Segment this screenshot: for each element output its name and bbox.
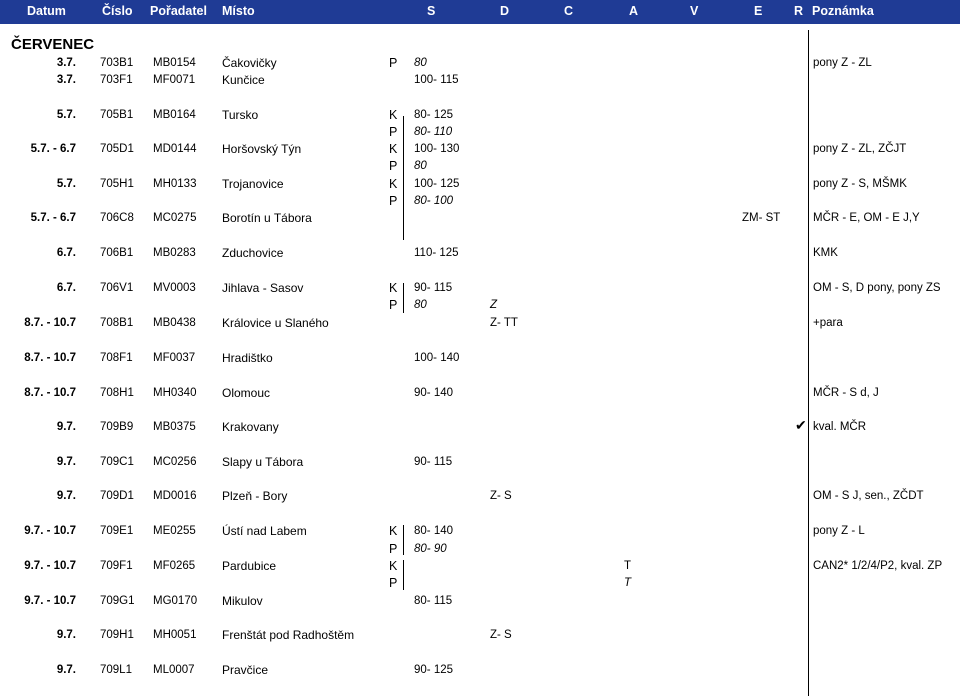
table-row xyxy=(0,55,960,72)
jumping-height: 80 xyxy=(414,57,427,69)
organizer-code: MG0170 xyxy=(153,595,198,607)
event-date: 3.7. xyxy=(56,57,76,69)
jumping-height: 80- 140 xyxy=(414,525,454,537)
event-place: Olomouc xyxy=(222,386,271,400)
event-date: 5.7. xyxy=(56,178,76,190)
event-date: 9.7. xyxy=(56,421,76,433)
jumping-height: 90- 140 xyxy=(414,387,454,399)
table-row xyxy=(0,193,960,210)
jumping-height: 110- 125 xyxy=(414,247,459,259)
event-place: Pardubice xyxy=(222,559,277,573)
event-number: 709B9 xyxy=(100,421,134,433)
event-date: 9.7. xyxy=(56,629,76,641)
dressage-level: Z xyxy=(490,299,498,311)
event-number: 708H1 xyxy=(100,387,134,399)
event-number: 705D1 xyxy=(100,143,134,155)
event-note: CAN2* 1/2/4/P2, kval. ZP xyxy=(813,560,943,572)
event-place: Mikulov xyxy=(222,594,263,608)
event-place: Pravčice xyxy=(222,663,269,677)
jumping-height: 90- 125 xyxy=(414,664,454,676)
table-row xyxy=(0,627,960,644)
grid-line xyxy=(403,525,404,555)
organizer-code: ME0255 xyxy=(153,525,196,537)
category-letter: K xyxy=(389,177,398,191)
event-number: 709H1 xyxy=(100,629,134,641)
event-number: 709C1 xyxy=(100,456,134,468)
category-letter: P xyxy=(389,542,398,556)
event-note: +para xyxy=(813,317,843,329)
organizer-code: MC0256 xyxy=(153,456,197,468)
organizer-code: MH0340 xyxy=(153,387,197,399)
event-number: 709E1 xyxy=(100,525,134,537)
organizer-code: MH0051 xyxy=(153,629,197,641)
table-row xyxy=(0,541,960,558)
table-row xyxy=(0,454,960,471)
organizer-code: MF0037 xyxy=(153,352,196,364)
header-c: C xyxy=(564,4,574,18)
organizer-code: MD0144 xyxy=(153,143,197,155)
table-row xyxy=(0,107,960,124)
header-poznamka: Poznámka xyxy=(812,4,874,18)
header-poradatel: Pořadatel xyxy=(150,4,207,18)
table-row xyxy=(0,210,960,227)
event-place: Krakovany xyxy=(222,420,279,434)
header-e: E xyxy=(754,4,763,18)
event-note: pony Z - S, MŠMK xyxy=(813,178,907,190)
event-date: 3.7. xyxy=(56,74,76,86)
jumping-height: 100- 125 xyxy=(414,178,460,190)
jumping-height: 90- 115 xyxy=(414,456,453,468)
category-letter: P xyxy=(389,56,398,70)
jumping-height: 80- 90 xyxy=(414,543,447,555)
table-row xyxy=(0,297,960,314)
table-row xyxy=(0,124,960,141)
grid-line xyxy=(403,560,404,590)
organizer-code: ML0007 xyxy=(153,664,195,676)
table-row xyxy=(0,141,960,158)
event-number: 708B1 xyxy=(100,317,134,329)
table-row xyxy=(0,558,960,575)
driving-level: T xyxy=(624,560,632,572)
organizer-code: MB0154 xyxy=(153,57,196,69)
category-letter: P xyxy=(389,159,398,173)
event-number: 709G1 xyxy=(100,595,135,607)
category-letter: P xyxy=(389,194,398,208)
table-row xyxy=(0,176,960,193)
event-date: 5.7. - 6.7 xyxy=(30,212,76,224)
check-icon: ✔ xyxy=(795,417,807,433)
event-place: Ústí nad Labem xyxy=(222,524,307,538)
dressage-level: Z- S xyxy=(490,629,512,641)
event-date: 6.7. xyxy=(56,247,76,259)
event-place: Trojanovice xyxy=(222,177,284,191)
event-note: MČR - E, OM - E J,Y xyxy=(813,212,920,224)
jumping-height: 100- 130 xyxy=(414,143,460,155)
category-letter: K xyxy=(389,559,398,573)
header-v: V xyxy=(690,4,699,18)
event-date: 6.7. xyxy=(56,282,76,294)
event-note: MČR - S d, J xyxy=(813,387,879,399)
table-header xyxy=(0,0,960,24)
vaulting-level: ZM- ST xyxy=(742,212,781,224)
event-place: Frenštát pod Radhoštěm xyxy=(222,628,355,642)
event-number: 706V1 xyxy=(100,282,134,294)
jumping-height: 90- 115 xyxy=(414,282,453,294)
event-place: Borotín u Tábora xyxy=(222,211,312,225)
jumping-height: 100- 140 xyxy=(414,352,460,364)
dressage-level: Z- TT xyxy=(490,317,518,329)
table-row xyxy=(0,662,960,679)
table-row xyxy=(0,575,960,592)
event-date: 9.7. xyxy=(56,490,76,502)
event-note: pony Z - ZL xyxy=(813,57,872,69)
category-letter: K xyxy=(389,142,398,156)
event-place: Tursko xyxy=(222,108,259,122)
category-letter: K xyxy=(389,281,398,295)
event-note: kval. MČR xyxy=(813,421,867,433)
header-misto: Místo xyxy=(222,4,255,18)
month-heading: ČERVENEC xyxy=(11,36,95,53)
event-place: Zduchovice xyxy=(222,246,284,260)
event-note: KMK xyxy=(813,247,838,259)
event-place: Jihlava - Sasov xyxy=(222,281,304,295)
jumping-height: 80 xyxy=(414,160,427,172)
event-date: 8.7. - 10.7 xyxy=(24,352,76,364)
jumping-height: 80- 100 xyxy=(414,195,454,207)
table-row xyxy=(0,72,960,89)
organizer-code: MD0016 xyxy=(153,490,197,502)
event-date: 9.7. - 10.7 xyxy=(24,525,76,537)
event-date: 5.7. xyxy=(56,109,76,121)
organizer-code: MB0438 xyxy=(153,317,196,329)
event-date: 8.7. - 10.7 xyxy=(24,317,76,329)
event-note: pony Z - ZL, ZČJT xyxy=(813,143,907,155)
header-d: D xyxy=(500,4,510,18)
organizer-code: MF0071 xyxy=(153,74,196,86)
event-date: 9.7. - 10.7 xyxy=(24,595,76,607)
table-row xyxy=(0,419,960,436)
event-date: 9.7. xyxy=(56,664,76,676)
table-row xyxy=(0,280,960,297)
table-row xyxy=(0,158,960,175)
organizer-code: MB0164 xyxy=(153,109,196,121)
grid-line xyxy=(403,116,404,240)
header-datum: Datum xyxy=(27,4,66,18)
event-number: 705B1 xyxy=(100,109,134,121)
event-number: 709D1 xyxy=(100,490,134,502)
table-row xyxy=(0,385,960,402)
event-place: Hradištko xyxy=(222,351,273,365)
category-letter: P xyxy=(389,298,398,312)
jumping-height: 80- 125 xyxy=(414,109,454,121)
event-number: 709F1 xyxy=(100,560,133,572)
event-number: 705H1 xyxy=(100,178,134,190)
event-note: OM - S J, sen., ZČDT xyxy=(813,490,924,502)
header-cislo: Číslo xyxy=(102,4,133,18)
event-date: 8.7. - 10.7 xyxy=(24,387,76,399)
event-number: 706C8 xyxy=(100,212,134,224)
event-place: Plzeň - Bory xyxy=(222,489,288,503)
jumping-height: 80 xyxy=(414,299,427,311)
event-place: Kunčice xyxy=(222,73,265,87)
category-letter: K xyxy=(389,524,398,538)
jumping-height: 80- 115 xyxy=(414,595,453,607)
event-date: 5.7. - 6.7 xyxy=(30,143,76,155)
event-date: 9.7. - 10.7 xyxy=(24,560,76,572)
header-r: R xyxy=(794,4,804,18)
organizer-code: MB0283 xyxy=(153,247,196,259)
event-place: Horšovský Týn xyxy=(222,142,302,156)
table-row xyxy=(0,245,960,262)
event-place: Slapy u Tábora xyxy=(222,455,304,469)
event-note: OM - S, D pony, pony ZS xyxy=(813,282,941,294)
category-letter: P xyxy=(389,576,398,590)
category-letter: K xyxy=(389,108,398,122)
event-place: Čakovičky xyxy=(222,56,277,70)
header-s: S xyxy=(427,4,436,18)
event-place: Královice u Slaného xyxy=(222,316,329,330)
grid-line xyxy=(808,30,809,696)
category-letter: P xyxy=(389,125,398,139)
jumping-height: 80- 110 xyxy=(414,126,453,138)
event-note: pony Z - L xyxy=(813,525,865,537)
event-date: 9.7. xyxy=(56,456,76,468)
organizer-code: MH0133 xyxy=(153,178,197,190)
event-number: 703B1 xyxy=(100,57,134,69)
event-number: 709L1 xyxy=(100,664,132,676)
event-number: 706B1 xyxy=(100,247,134,259)
event-number: 703F1 xyxy=(100,74,133,86)
table-row xyxy=(0,350,960,367)
table-row xyxy=(0,488,960,505)
table-row xyxy=(0,315,960,332)
dressage-level: Z- S xyxy=(490,490,512,502)
event-number: 708F1 xyxy=(100,352,133,364)
organizer-code: MC0275 xyxy=(153,212,197,224)
organizer-code: MB0375 xyxy=(153,421,196,433)
header-a: A xyxy=(629,4,639,18)
organizer-code: MF0265 xyxy=(153,560,196,572)
driving-level: T xyxy=(624,577,632,589)
table-row xyxy=(0,593,960,610)
jumping-height: 100- 115 xyxy=(414,74,459,86)
grid-line xyxy=(403,283,404,313)
grid-line xyxy=(403,179,404,209)
table-row xyxy=(0,523,960,540)
organizer-code: MV0003 xyxy=(153,282,196,294)
